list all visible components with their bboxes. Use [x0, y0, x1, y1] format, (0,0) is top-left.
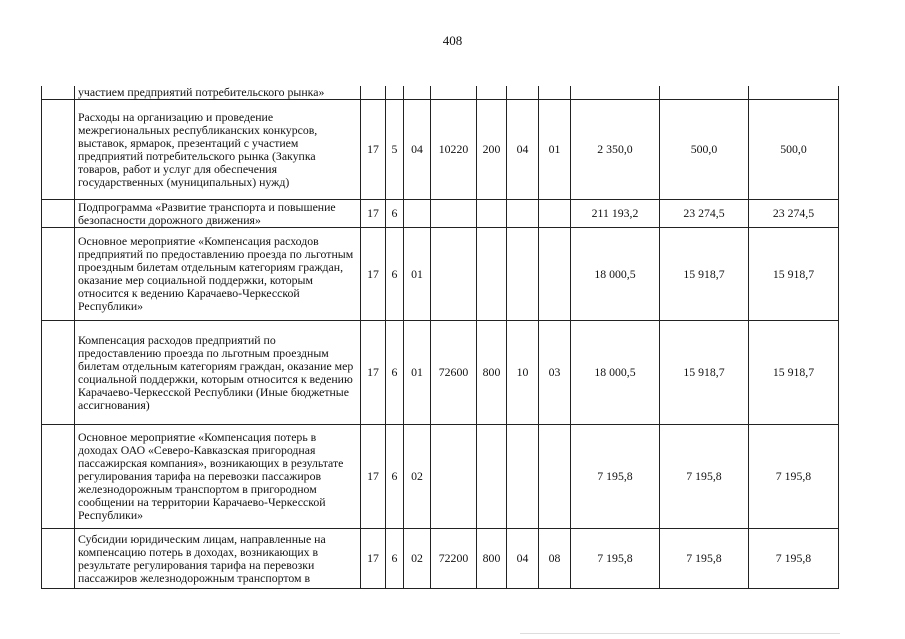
section-code: 04: [507, 529, 539, 589]
amount-year-1: 7 195,8: [571, 529, 660, 589]
gr-code: 17: [361, 228, 386, 321]
item-name: Основное мероприятие «Компенсация расходов предприятий по предоставлению проезда по льготным проездным билетам отдельным категориям граждан, оказание мер социальной поддержки, которым относится к ведению Карачаево-Черкесской Республики»: [75, 228, 361, 321]
target-code: [431, 228, 477, 321]
row-index-cell: [42, 321, 75, 425]
table-row: [42, 86, 839, 100]
section-code: [507, 425, 539, 529]
gr-code: 17: [361, 321, 386, 425]
subsection-code: 03: [539, 321, 571, 425]
page-number: 408: [442, 33, 463, 48]
amount-year-2: [660, 86, 749, 100]
subprogram-code: 6: [386, 228, 404, 321]
amount-year-1: 18 000,5: [571, 228, 660, 321]
main-activity-code: [404, 86, 431, 100]
table-row: [42, 100, 839, 200]
subsection-code: 08: [539, 529, 571, 589]
expense-type-code: [477, 200, 507, 228]
main-activity-code: 02: [404, 529, 431, 589]
item-name: Основное мероприятие «Компенсация потерь в доходах ОАО «Северо-Кавказская пригородная пассажирская компания», возникающих в результате регулирования тарифа на перевозки пассажиров железнодорожным транспортом в пригородном сообщении на территории Карачаево-Черкесской Республики»: [75, 425, 361, 529]
table-row: [42, 200, 839, 228]
expense-type-code: 200: [477, 100, 507, 200]
row-index-cell: [42, 200, 75, 228]
gr-code: 17: [361, 100, 386, 200]
amount-year-2: 500,0: [660, 100, 749, 200]
main-activity-code: 04: [404, 100, 431, 200]
section-code: 04: [507, 100, 539, 200]
faint-bottom-line: [520, 633, 840, 634]
gr-code: 17: [361, 529, 386, 589]
subprogram-code: [386, 86, 404, 100]
section-code: [507, 86, 539, 100]
amount-year-1: [571, 86, 660, 100]
target-code: 72200: [431, 529, 477, 589]
target-code: [431, 86, 477, 100]
budget-table: [41, 86, 839, 589]
item-name: участием предприятий потребительского рынка»: [75, 86, 361, 100]
table-row: [42, 321, 839, 425]
amount-year-1: 211 193,2: [571, 200, 660, 228]
section-code: [507, 200, 539, 228]
row-index-cell: [42, 100, 75, 200]
main-activity-code: 01: [404, 228, 431, 321]
subsection-code: [539, 425, 571, 529]
subsection-code: 01: [539, 100, 571, 200]
expense-type-code: 800: [477, 529, 507, 589]
item-name: Компенсация расходов предприятий по предоставлению проезда по льготным проездным билетам отдельным категориям граждан, оказание мер социальной поддержки, которым относится к ведению Карачаево-Черкесской Республики (Иные бюджетные ассигнования): [75, 321, 361, 425]
row-index-cell: [42, 86, 75, 100]
item-name: Подпрограмма «Развитие транспорта и повышение безопасности дорожного движения»: [75, 200, 361, 228]
amount-year-1: 2 350,0: [571, 100, 660, 200]
amount-year-3: 7 195,8: [749, 529, 839, 589]
subprogram-code: 6: [386, 321, 404, 425]
amount-year-2: 7 195,8: [660, 529, 749, 589]
target-code: 10220: [431, 100, 477, 200]
target-code: 72600: [431, 321, 477, 425]
subsection-code: [539, 86, 571, 100]
expense-type-code: 800: [477, 321, 507, 425]
table-row: [42, 529, 839, 589]
amount-year-3: 500,0: [749, 100, 839, 200]
subprogram-code: 6: [386, 425, 404, 529]
expense-type-code: [477, 425, 507, 529]
amount-year-2: 7 195,8: [660, 425, 749, 529]
amount-year-2: 23 274,5: [660, 200, 749, 228]
main-activity-code: [404, 200, 431, 228]
amount-year-2: 15 918,7: [660, 321, 749, 425]
subprogram-code: 6: [386, 529, 404, 589]
item-name: Расходы на организацию и проведение межрегиональных республиканских конкурсов, выставок, ярмарок, презентаций с участием предприятий потребительского рынка (Закупка товаров, работ и услуг для обеспечения государственных (муниципальных) нужд): [75, 100, 361, 200]
subsection-code: [539, 228, 571, 321]
target-code: [431, 425, 477, 529]
target-code: [431, 200, 477, 228]
subprogram-code: 5: [386, 100, 404, 200]
gr-code: 17: [361, 200, 386, 228]
amount-year-3: [749, 86, 839, 100]
gr-code: 17: [361, 425, 386, 529]
amount-year-3: 7 195,8: [749, 425, 839, 529]
amount-year-1: 7 195,8: [571, 425, 660, 529]
table-row: [42, 425, 839, 529]
expense-type-code: [477, 228, 507, 321]
subprogram-code: 6: [386, 200, 404, 228]
amount-year-3: 15 918,7: [749, 321, 839, 425]
main-activity-code: 01: [404, 321, 431, 425]
subsection-code: [539, 200, 571, 228]
item-name: Субсидии юридическим лицам, направленные на компенсацию потерь в доходах, возникающих в результате регулирования тарифа на перевозки пассажиров железнодорожным транспортом в: [75, 529, 361, 589]
row-index-cell: [42, 228, 75, 321]
row-index-cell: [42, 425, 75, 529]
amount-year-3: 23 274,5: [749, 200, 839, 228]
expense-type-code: [477, 86, 507, 100]
main-activity-code: 02: [404, 425, 431, 529]
table-row: [42, 228, 839, 321]
amount-year-1: 18 000,5: [571, 321, 660, 425]
section-code: [507, 228, 539, 321]
amount-year-3: 15 918,7: [749, 228, 839, 321]
row-index-cell: [42, 529, 75, 589]
gr-code: [361, 86, 386, 100]
amount-year-2: 15 918,7: [660, 228, 749, 321]
section-code: 10: [507, 321, 539, 425]
